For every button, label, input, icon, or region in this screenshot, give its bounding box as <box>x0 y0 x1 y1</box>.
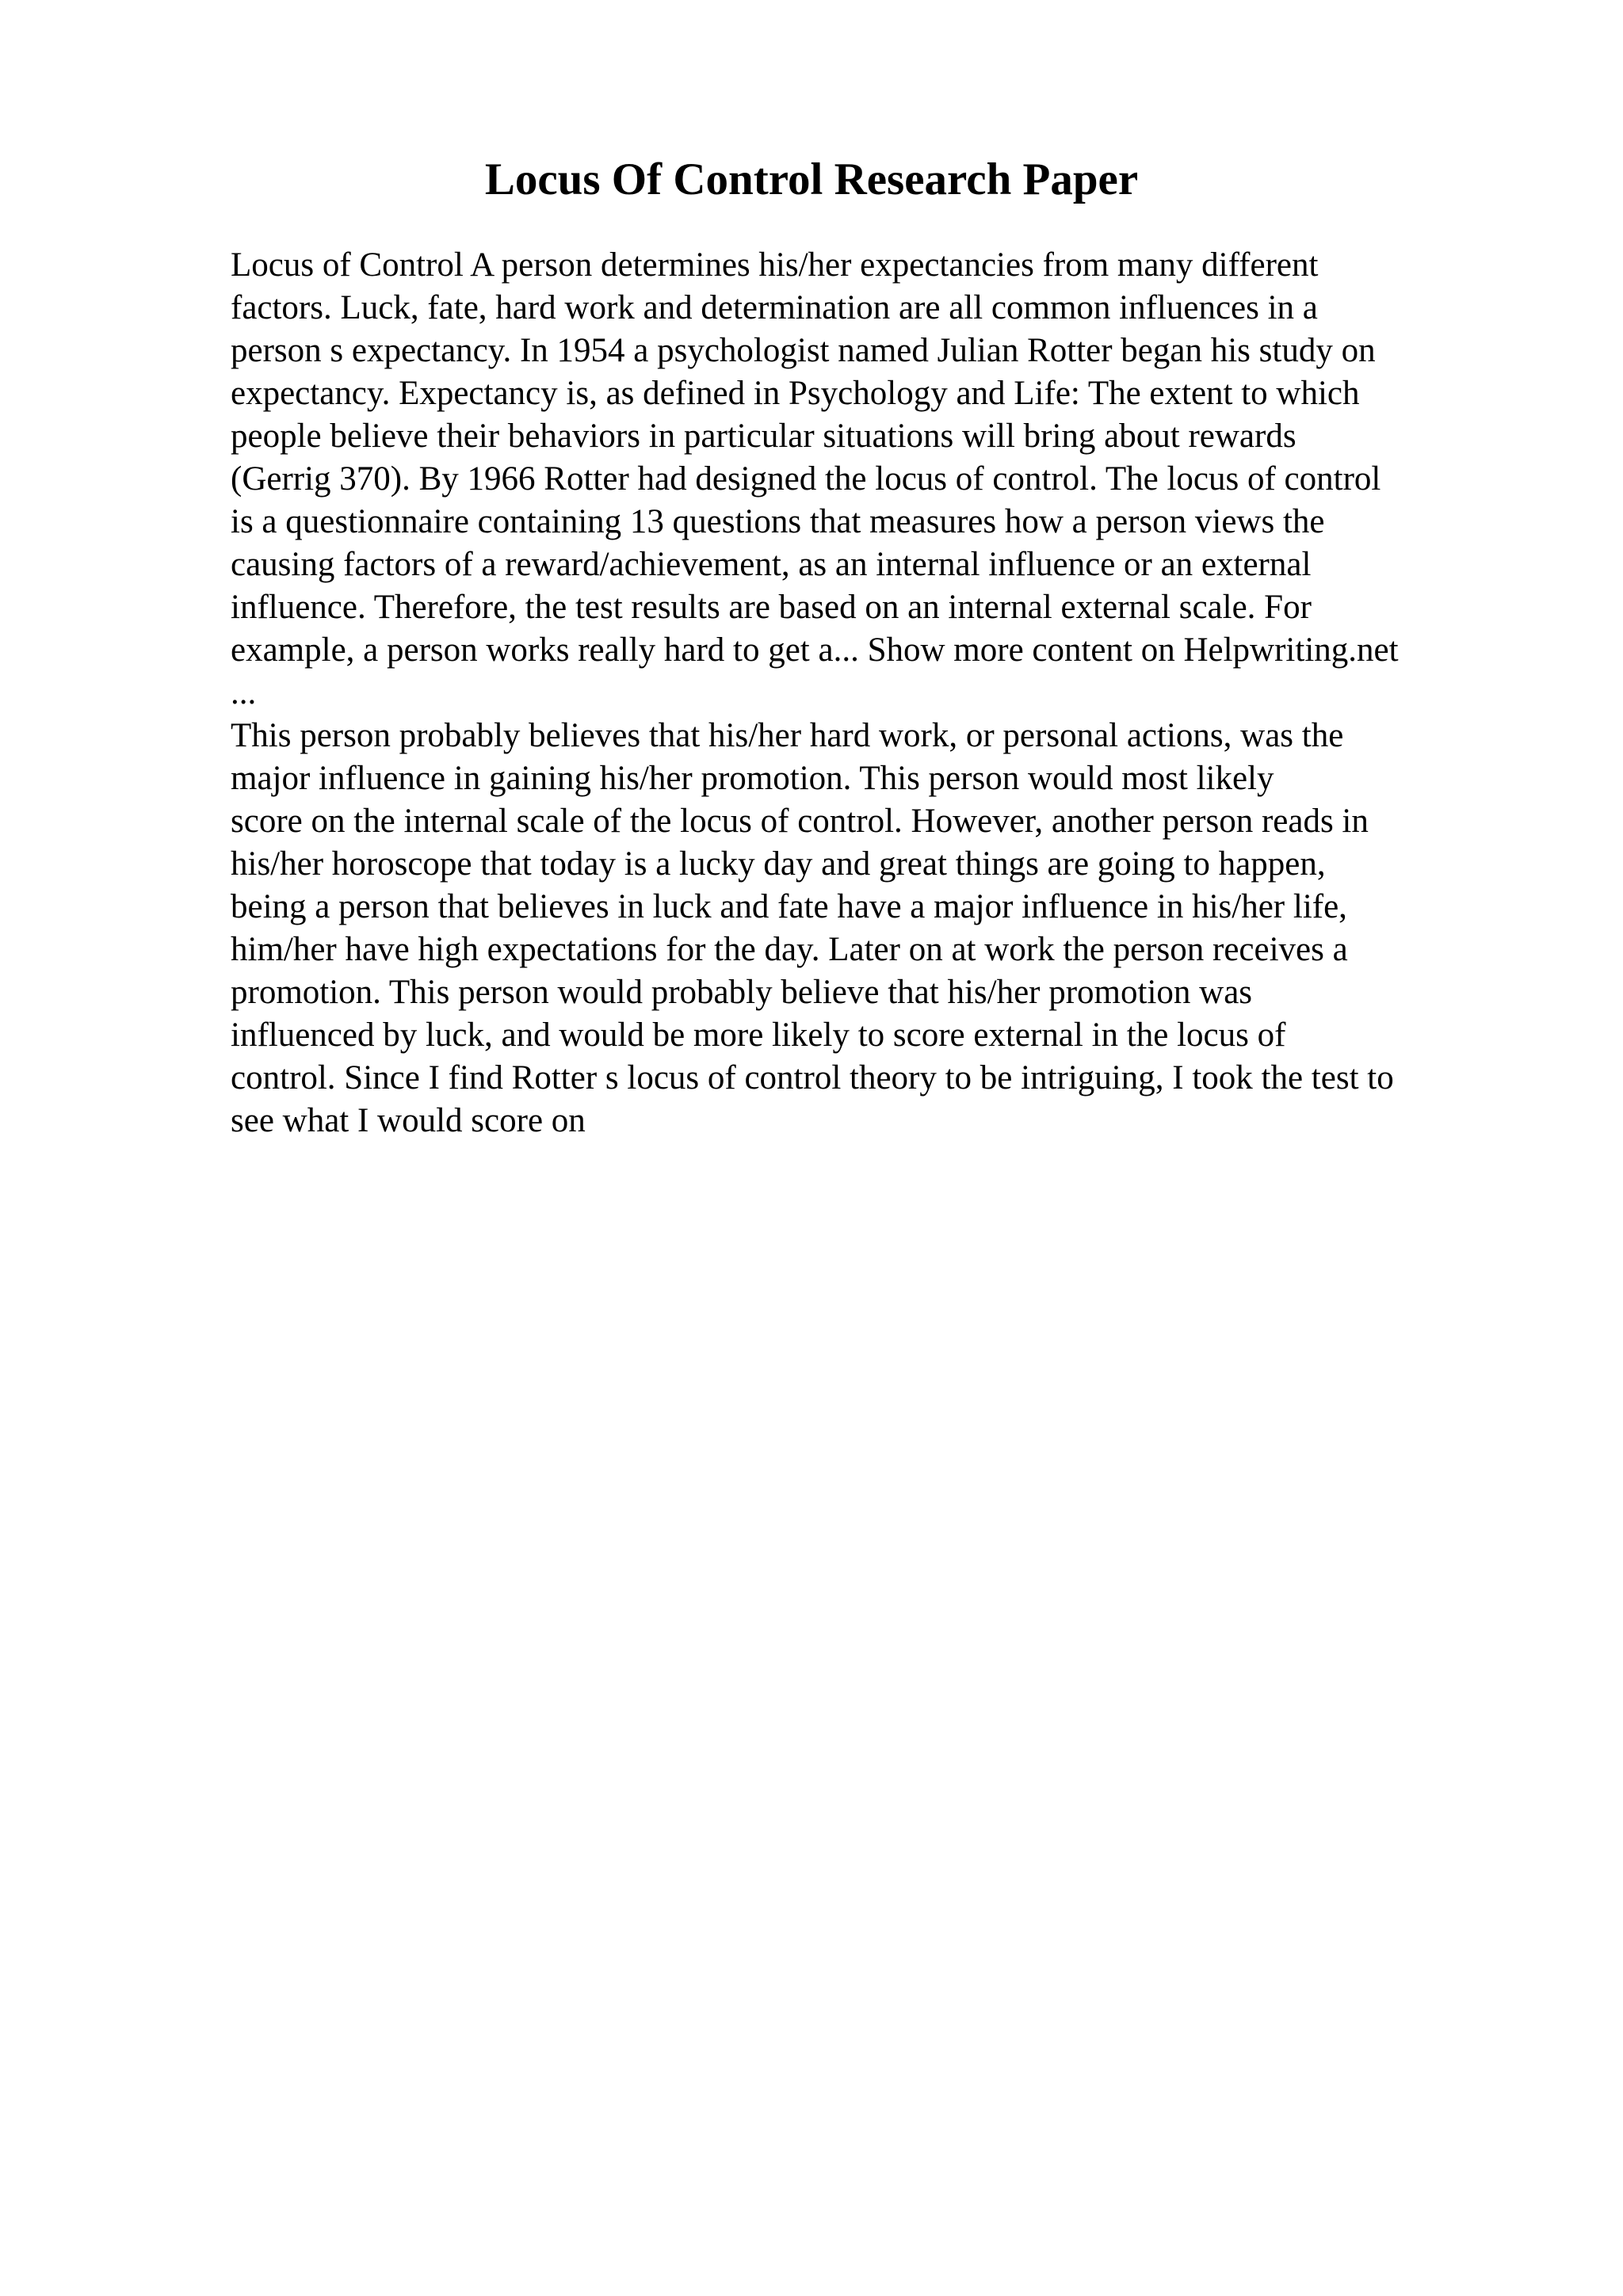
body-line: his/her horoscope that today is a lucky day and great things are going to happen, <box>231 845 1326 883</box>
body-line: (Gerrig 370). By 1966 Rotter had designed the locus of control. The locus of control <box>231 460 1381 498</box>
body-line: major influence in gaining his/her promotion. This person would most likely <box>231 760 1274 797</box>
body-line: being a person that believes in luck and fate have a major influence in his/her life, <box>231 888 1347 925</box>
body-line: see what I would score on <box>231 1102 586 1139</box>
body-line: example, a person works really hard to get a... Show more content on Helpwriting.net <box>231 631 1399 669</box>
body-line: is a questionnaire containing 13 questions that measures how a person views the <box>231 503 1325 540</box>
body-line: influence. Therefore, the test results are based on an internal external scale. For <box>231 589 1312 626</box>
body-line: promotion. This person would probably believe that his/her promotion was <box>231 974 1253 1011</box>
body-line: factors. Luck, fate, hard work and determination are all common influences in a <box>231 289 1318 326</box>
body-line: him/her have high expectations for the day. Later on at work the person receives a <box>231 931 1348 968</box>
body-line: score on the internal scale of the locus of control. However, another person reads in <box>231 803 1369 840</box>
document-title: Locus Of Control Research Paper <box>484 154 1139 204</box>
body-line: control. Since I find Rotter s locus of control theory to be intriguing, I took the test to <box>231 1059 1394 1097</box>
body-line: Locus of Control A person determines his/her expectancies from many different <box>231 246 1319 284</box>
body-line: expectancy. Expectancy is, as defined in Psychology and Life: The extent to which <box>231 375 1360 412</box>
body-line: This person probably believes that his/her hard work, or personal actions, was the <box>231 717 1344 754</box>
body-line: person s expectancy. In 1954 a psychologist named Julian Rotter began his study on <box>231 332 1376 369</box>
body-line: causing factors of a reward/achievement, as an internal influence or an external <box>231 546 1312 583</box>
document-body <box>231 244 1499 1142</box>
body-line: people believe their behaviors in particular situations will bring about rewards <box>231 418 1296 455</box>
ellipsis-line: ... <box>231 674 257 711</box>
body-line: influenced by luck, and would be more likely to score external in the locus of <box>231 1016 1286 1054</box>
